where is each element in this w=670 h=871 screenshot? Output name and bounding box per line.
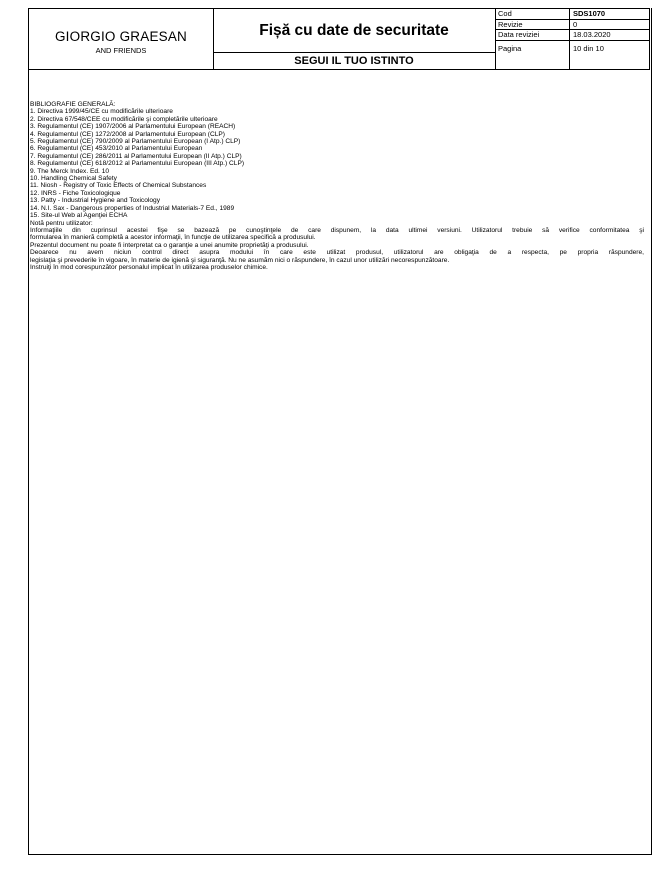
document-meta-table [495,9,649,69]
user-note-paragraph: formularea în manieră completă a acestor informaţii, în funcţie de utilizarea specifică a produsului. [30,234,316,242]
list-item: 4. Regulamentul (CE) 1272/2008 al Parlamentului European (CLP) [30,130,225,138]
document-body [30,101,644,271]
product-name: SEGUI IL TUO ISTINTO [213,52,496,69]
list-item: 11. Niosh - Registry of Toxic Effects of Chemical Substances [30,182,207,190]
list-item: 14. N.I. Sax - Dangerous properties of Industrial Materials-7 Ed., 1989 [30,204,235,212]
company-name: GIORGIO GRAESAN [54,29,188,44]
user-note-paragraph: Instruiţi în mod corespunzător personalul implicat în utilizarea produselor chimice. [30,263,268,271]
meta-value: SDS1070 [570,9,650,19]
company-subtitle: AND FRIENDS [95,46,147,55]
meta-row-revision [495,19,649,30]
list-item: 7. Regulamentul (CE) 286/2011 al Parlamentului European (II Atp.) CLP) [30,152,242,160]
list-item: 2. Directiva 67/548/CEE cu modificările şi completările ulterioare [30,115,218,123]
user-note-paragraph: Deoarece nu avem niciun control direct asupra modului în care este utilizat produsul, utilizatorul are obligaţia de a respecta, pe propria răspundere, [30,249,644,257]
meta-row-revision-date [495,30,649,41]
list-item: 12. INRS - Fiche Toxicologique [30,189,121,197]
list-item: 13. Patty - Industrial Hygiene and Toxicology [30,197,160,205]
user-note-paragraph: legislaţia şi prevederile în vigoare, în materie de igienă şi siguranţă. Nu ne asumăm nici o răspundere, în cazul unor utilizări necorespunzătoare. [30,256,450,264]
meta-label: Data reviziei [495,30,570,41]
list-item: 6. Regulamentul (CE) 453/2010 al Parlamentului European [30,145,203,153]
list-item: 10. Handling Chemical Safety [30,175,117,183]
user-note-paragraph: Prezentul document nu poate fi interpretat ca o garanţie a unei anumite proprietăţi a produsului. [30,241,309,249]
meta-label: Pagina [495,40,570,69]
meta-value: 10 din 10 [573,43,604,53]
list-item: 3. Regulamentul (CE) 1907/2006 al Parlamentului European (REACH) [30,123,236,131]
meta-row-page [495,40,649,69]
meta-label: Cod [495,9,570,19]
user-note-heading: Notă pentru utilizator: [30,219,93,227]
meta-value: 0 [570,19,650,30]
bibliography-list [30,108,644,219]
document-title: Fișă cu date de securitate [213,9,496,53]
list-item: 9. The Merck Index. Ed. 10 [30,167,110,175]
bibliography-heading: BIBLIOGRAFIE GENERALĂ: [30,101,116,108]
meta-label: Revizie [495,19,570,30]
list-item: 8. Regulamentul (CE) 618/2012 al Parlamentului European (III Atp.) CLP) [30,160,245,168]
user-note-paragraph: Informaţiile din cuprinsul acestei fişe se bazează pe cunoştinţele de care dispunem, la data ultimei versiuni. Utilizatorul trebuie să verifice conformitatea şi [30,226,644,234]
meta-row-code [495,9,649,19]
company-block [29,9,214,69]
document-header [28,8,650,70]
list-item: 1. Directiva 1999/45/CE cu modificările ulterioare [30,108,173,116]
list-item: 15. Site-ul Web al Agenţiei ECHA [30,212,128,220]
meta-value: 18.03.2020 [570,30,650,41]
list-item: 5. Regulamentul (CE) 790/2009 al Parlamentului European (I Atp.) CLP) [30,138,241,146]
